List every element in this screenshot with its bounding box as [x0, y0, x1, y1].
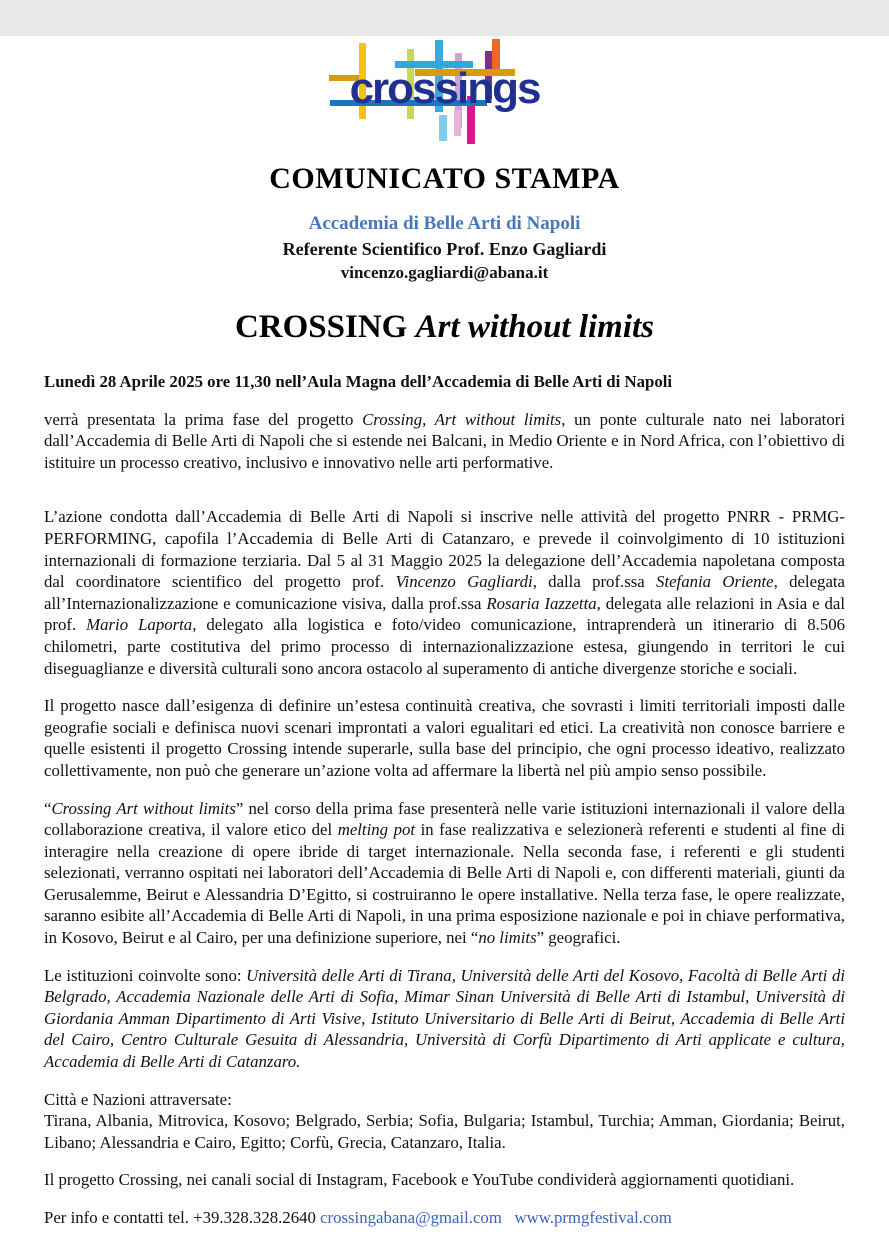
email-link[interactable]: crossingabana@gmail.com [320, 1208, 502, 1227]
text-run: Il progetto Crossing, nei canali social di Instagram, Facebook e YouTube condividerà aggiornamenti quotidiani. [44, 1170, 795, 1190]
text-run: Crossing Art without limits [51, 798, 236, 818]
text-run: Mario Laporta [86, 615, 193, 635]
document-title: COMUNICATO STAMPA [269, 162, 620, 195]
project-title [0, 309, 889, 346]
text-run: , dalla prof.ssa [532, 572, 657, 592]
paragraph [44, 1169, 845, 1191]
text-run: , un ponte culturale nato nei laboratori dall’Accademia di Belle Arti di Napoli che si estende nei Balcani, in Medio Oriente e in Nord Africa, con l’obiettivo di istituire un processo creativo, inclusivo e innovativo nelle arti performative. [44, 409, 845, 472]
body-content [0, 371, 889, 1229]
text-run: Le istituzioni coinvolte sono: [44, 965, 247, 985]
paragraph [44, 1207, 845, 1229]
text-run: , delegata alle relazioni in Asia e dal prof. [44, 593, 845, 635]
text-run: in fase realizzativa e selezionerà referenti e studenti al fine di interagire nella creazione di opere ibride di target internazionale. Nella seconda fase, i referenti e gli studenti selezionati, verranno ospitati nei laboratori dell’Accademia di Belle Arti di Napoli e, con differenti materiali, giunti da Gerusalemme, Beirut e Alessandria D’Egitto, si costruiranno le opere installative. Nella terza fase, le opere realizzate, saranno esibite all’Accademia di Belle Arti di Napoli, in una prima esposizione nazionale e poi in chiave performativa, in Kosovo, Beirut e al Cairo, per una definizione superiore, nei “ [44, 820, 845, 948]
logo-wordmark: crossings [349, 64, 540, 113]
text-run: verrà presentata la prima fase del progetto [44, 409, 363, 429]
text-run: no limits [478, 928, 537, 948]
project-title-name: CROSSING [234, 309, 408, 345]
text-run: ” nel corso della prima fase presenterà nelle varie istituzioni internazionali il valore della collaborazione creativa, il valore etico del [44, 798, 846, 840]
paragraph [44, 506, 845, 679]
paragraph [44, 695, 845, 781]
paragraph [44, 965, 845, 1073]
text-run: Stefania Oriente [656, 572, 774, 592]
scientific-referent: Referente Scientifico Prof. Enzo Gagliardi [282, 239, 607, 259]
press-release-page [0, 36, 889, 1236]
project-title-subtitle: Art without limits [415, 309, 655, 345]
organization-name: Accademia di Belle Arti di Napoli [308, 213, 581, 234]
website-link[interactable]: www.prmgfestival.com [514, 1208, 672, 1227]
text-run: Città e Nazioni attraversate: [44, 1089, 232, 1109]
text-run: ” geografici. [536, 928, 621, 948]
body-paragraphs [44, 409, 845, 1229]
paragraph [44, 798, 845, 949]
text-run: Per info e contatti tel. +39.328.328.2640 [44, 1208, 321, 1227]
text-run: , delegato alla logistica e foto/video comunicazione, intraprenderà un itinerario di 8.506 chilometri, parte costitutiva del primo processo di internazionalizzazione estesa, giungendo in territori le cui diseguaglianze e diversità culturali sono ancora ostacolo al superamento di antiche divergenze storiche e sociali. [44, 615, 845, 678]
paragraph [44, 1089, 845, 1154]
paragraph [44, 409, 845, 474]
text-run: L’azione condotta dall’Accademia di Belle Arti di Napoli si inscrive nelle attività del progetto PNRR - PRMG-PERFORMING, capofila l’Accademia di Belle Arti di Catanzaro, e prevede il coinvolgimento di 10 istituzioni internazionali di formazione terziaria. Dal 5 al 31 Maggio 2025 la delegazione dell’Accademia napoletana composta dal coordinatore scientifico del progetto prof. [44, 507, 845, 592]
text-run: melting pot [337, 820, 416, 840]
text-run: , delegata all’Internazionalizzazione e comunicazione visiva, dalla prof.ssa [44, 572, 845, 613]
text-run [502, 1208, 515, 1227]
text-run: “ [44, 798, 52, 818]
event-date-line: Lunedì 28 Aprile 2025 ore 11,30 nell’Aula Magna dell’Accademia di Belle Arti di Napoli [44, 372, 673, 391]
text-run: Tirana, Albania, Mitrovica, Kosovo; Belgrado, Serbia; Sofia, Bulgaria; Istambul, Turchia; Amman, Giordania; Beirut, Libano; Alessandria e Cairo, Egitto; Corfù, Grecia, Catanzaro, Italia. [44, 1111, 845, 1152]
logo-bar-lightblue [439, 115, 447, 141]
crossings-logo [327, 36, 562, 148]
text-run: Crossing, Art without limits [362, 409, 562, 429]
text-run: Vincenzo Gagliardi [395, 572, 533, 592]
referent-email: vincenzo.gagliardi@abana.it [340, 263, 549, 282]
text-run: Università delle Arti di Tirana, Università delle Arti del Kosovo, Facoltà di Belle Arti di Belgrado, Accademia Nazionale delle Arti di Sofia, Mimar Sinan Università di Belle Arti di Istambul, Università di Giordania Amman Dipartimento di Arti Visive, Istituto Universitario di Belle Arti di Beirut, Accademia di Belle Arti del Cairo, Centro Culturale Gesuita di Alessandria, Università di Corfù Dipartimento di Arti applicate e cultura, Accademia di Belle Arti di Catanzaro. [44, 965, 845, 1072]
text-run: Il progetto nasce dall’esigenza di definire un’estesa continuità creativa, che sovrasti i limiti territoriali imposti dalle geografie sociali e definisca nuovi scenari improntati a valori egualitari ed etici. La creatività non conosce barriere e quelle esistenti il progetto Crossing intende superarle, sulla base del principio, che ogni processo ideativo, realizzato collettivamente, non può che generare un’azione volta ad affermare la libertà nel più ampio senso possibile. [44, 696, 845, 780]
text-run: Rosaria Iazzetta [486, 593, 597, 613]
